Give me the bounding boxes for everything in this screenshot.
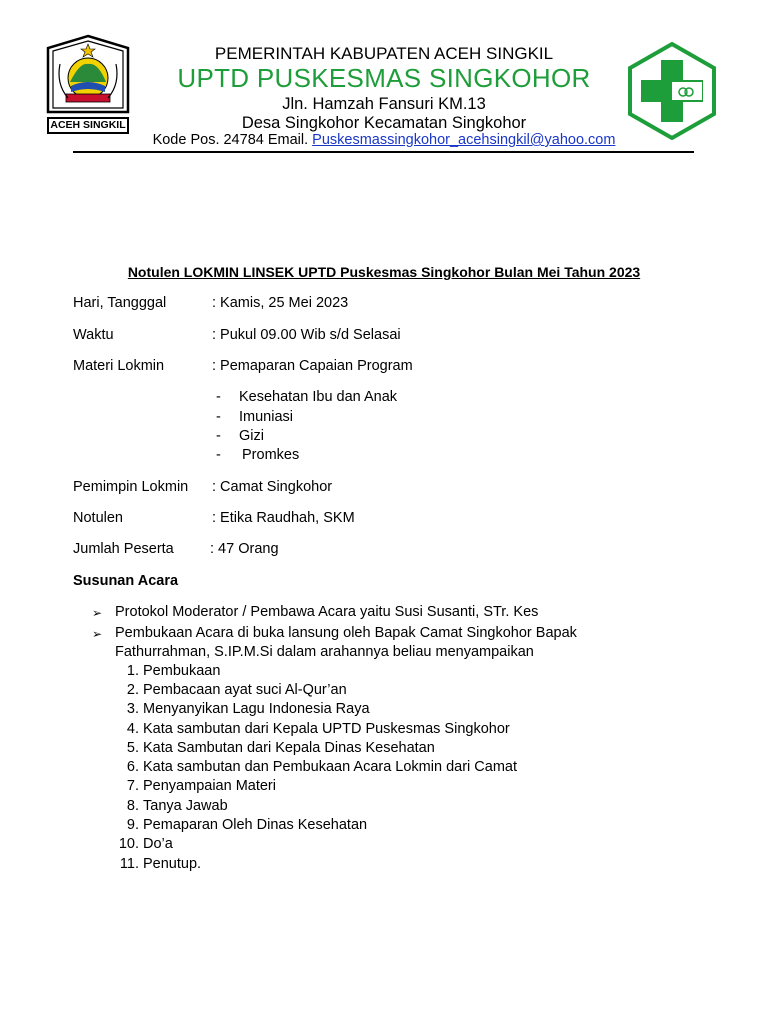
agenda-number: 2.	[126, 682, 139, 698]
field-label-time: Waktu	[73, 327, 114, 343]
agenda-item: Kata Sambutan dari Kepala Dinas Kesehatan	[143, 740, 435, 756]
agenda-item: Penutup.	[143, 856, 202, 872]
agenda-number: 3.	[126, 701, 139, 717]
letterhead-institution: UPTD PUSKESMAS SINGKOHOR	[177, 63, 591, 93]
field-label-participants: Jumlah Peserta	[73, 541, 174, 557]
crest-caption: ACEH SINGKIL	[50, 119, 126, 131]
field-label-date: Hari, Tangggal	[73, 295, 167, 311]
arrow-bullet-icon: ➢	[92, 627, 103, 641]
list-dash: -	[216, 409, 221, 425]
agenda-item: Tanya Jawab	[143, 798, 228, 814]
bullet-text: Protokol Moderator / Pembawa Acara yaitu Susi Susanti, STr. Kes	[115, 604, 539, 620]
field-value-notulen: : Etika Raudhah, SKM	[212, 510, 355, 526]
document-title: Notulen LOKMIN LINSEK UPTD Puskesmas Singkohor Bulan Mei Tahun 2023	[127, 264, 641, 280]
agenda-number: 4.	[126, 721, 139, 737]
field-label-notulen: Notulen	[73, 510, 123, 526]
agenda-number: 6.	[126, 759, 139, 775]
list-dash: -	[216, 447, 221, 463]
letterhead-contact	[0, 132, 768, 148]
letterhead-divider	[73, 151, 694, 153]
field-value-materi: : Pemaparan Capaian Program	[212, 358, 413, 374]
agenda-number: 11.	[119, 856, 139, 872]
agenda-number: 10.	[118, 836, 139, 852]
agenda-item: Kata sambutan dari Kepala UPTD Puskesmas Singkohor	[143, 721, 510, 737]
materi-item: Gizi	[239, 428, 264, 444]
arrow-bullet-icon: ➢	[92, 606, 103, 620]
agenda-number: 1.	[126, 663, 139, 679]
materi-item: Promkes	[242, 447, 300, 463]
field-label-materi: Materi Lokmin	[73, 358, 165, 374]
section-heading: Susunan Acara	[73, 573, 179, 589]
bullet-text: Pembukaan Acara di buka lansung oleh Bapak Camat Singkohor Bapak	[115, 625, 577, 641]
agenda-item: Pembukaan	[143, 663, 221, 679]
bullet-text-continued: Fathurrahman, S.IP.M.Si dalam arahannya beliau menyampaikan	[115, 644, 534, 660]
agenda-number: 8.	[126, 798, 139, 814]
field-value-time: : Pukul 09.00 Wib s/d Selasai	[212, 327, 401, 343]
field-value-leader: : Camat Singkohor	[212, 479, 333, 495]
agenda-item: Pembacaan ayat suci Al-Qur’an	[143, 682, 347, 698]
field-value-date: : Kamis, 25 Mei 2023	[212, 295, 349, 311]
list-dash: -	[216, 428, 221, 444]
letterhead-address: Jln. Hamzah Fansuri KM.13	[282, 95, 486, 113]
materi-item: Kesehatan Ibu dan Anak	[239, 389, 398, 405]
agenda-item: Penyampaian Materi	[143, 778, 276, 794]
materi-item: Imuniasi	[239, 409, 293, 425]
agenda-number: 5.	[126, 740, 139, 756]
postal-code-text: Kode Pos. 24784 Email.	[152, 132, 313, 148]
email-link[interactable]: Puskesmassingkohor_acehsingkil@yahoo.com	[312, 132, 616, 148]
agenda-item: Kata sambutan dan Pembukaan Acara Lokmin dari Camat	[143, 759, 517, 775]
letterhead-government: PEMERINTAH KABUPATEN ACEH SINGKIL	[214, 44, 554, 63]
agenda-number: 7.	[126, 778, 139, 794]
field-label-leader: Pemimpin Lokmin	[73, 479, 189, 495]
list-dash: -	[216, 389, 221, 405]
agenda-item: Do’a	[143, 836, 173, 852]
letterhead-village: Desa Singkohor Kecamatan Singkohor	[241, 114, 527, 132]
agenda-item: Menyanyikan Lagu Indonesia Raya	[143, 701, 370, 717]
field-value-participants: : 47 Orang	[210, 541, 279, 557]
agenda-number: 9.	[126, 817, 139, 833]
agenda-item: Pemaparan Oleh Dinas Kesehatan	[143, 817, 368, 833]
